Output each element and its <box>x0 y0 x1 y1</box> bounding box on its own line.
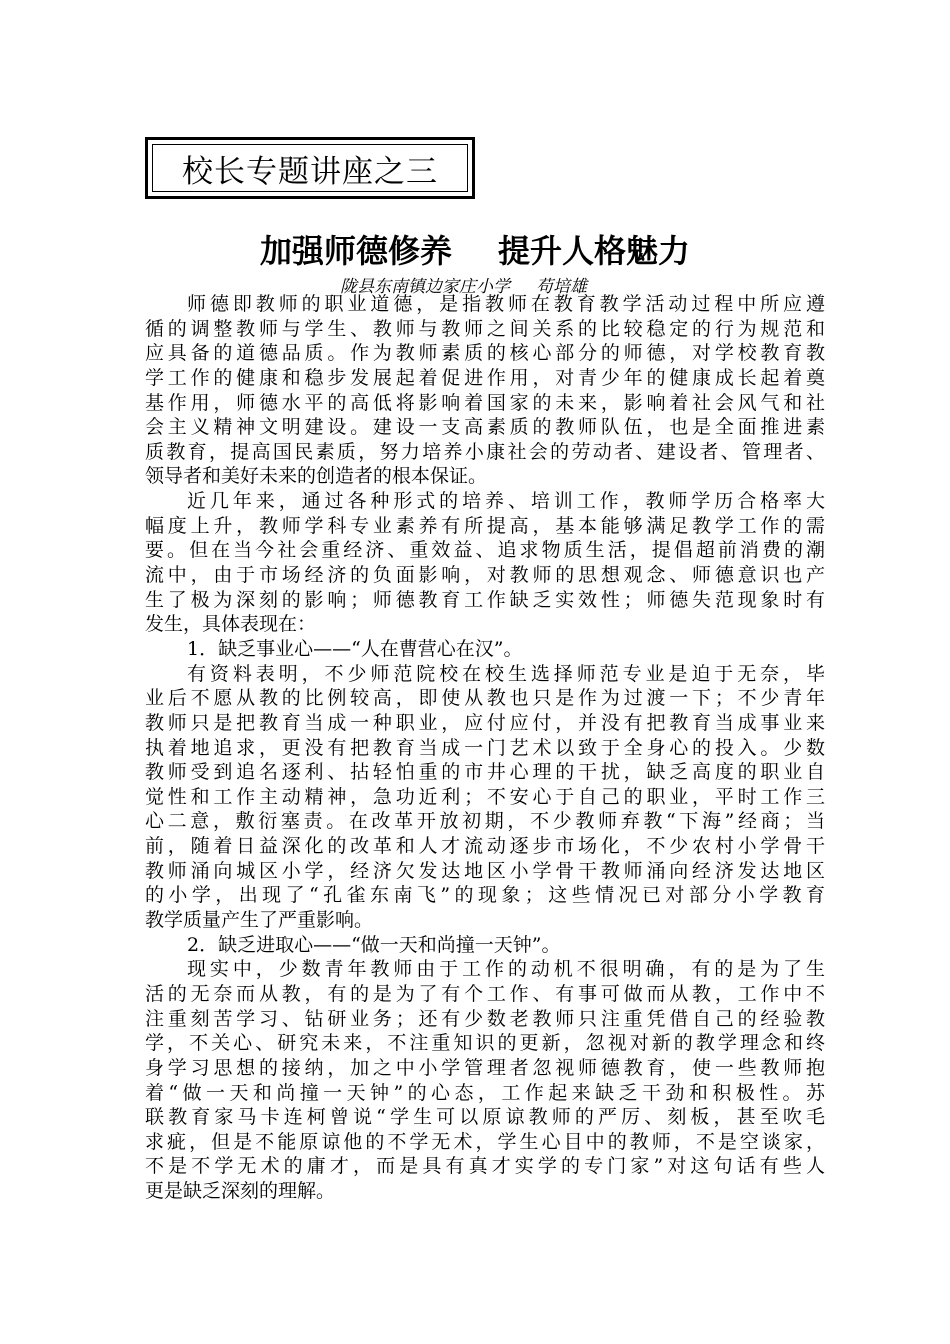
body-line: 的小学，出现了“孔雀东南飞”的现象；这些情况已对部分小学教育 <box>145 884 825 907</box>
body-line: 发生，具体表现在： <box>145 613 317 636</box>
body-line: 心二意，敷衍塞责。在改革开放初期，不少教师弃教“下海”经商；当 <box>145 810 825 833</box>
body-line: 更是缺乏深刻的理解。 <box>145 1180 336 1203</box>
section-heading: 2．缺乏进取心——“做一天和尚撞一天钟”。 <box>187 933 561 956</box>
body-line: 联教育家马卡连柯曾说“学生可以原谅教师的严厉、刻板，甚至吹毛 <box>145 1106 825 1129</box>
body-line: 循的调整教师与学生、教师与教师之间关系的比较稳定的行为规范和 <box>145 317 825 340</box>
body-line: 着“做一天和尚撞一天钟”的心态，工作起来缺乏干劲和积极性。苏 <box>145 1081 825 1104</box>
body-line: 学工作的健康和稳步发展起着促进作用，对青少年的健康成长起着奠 <box>145 366 825 389</box>
body-line: 领导者和美好未来的创造者的根本保证。 <box>145 465 488 488</box>
title-part-1: 加强师德修养 <box>260 232 453 270</box>
section-heading: 1．缺乏事业心——“人在曹营心在汉”。 <box>187 637 523 660</box>
body-line: 觉性和工作主动精神，急功近利；不安心于自己的职业，平时工作三 <box>145 785 825 808</box>
title-part-2: 提升人格魅力 <box>498 232 691 270</box>
body-line: 流中，由于市场经济的负面影响，对教师的思想观念、师德意识也产 <box>145 564 825 587</box>
series-label: 校长专题讲座之三 <box>152 144 468 192</box>
body-line: 基作用，师德水平的高低将影响着国家的未来，影响着社会风气和社 <box>145 391 825 414</box>
body-line: 注重刻苦学习、钻研业务；还有少数老教师只注重凭借自己的经验教 <box>145 1007 825 1030</box>
body-line: 生了极为深刻的影响；师德教育工作缺乏实效性；师德失范现象时有 <box>145 588 825 611</box>
body-line: 教师涌向城区小学，经济欠发达地区小学骨干教师涌向经济发达地区 <box>145 859 825 882</box>
article-title <box>260 226 780 272</box>
body-line: 身学习思想的接纳，加之中小学管理者忽视师德教育，使一些教师抱 <box>145 1056 825 1079</box>
body-line: 近几年来，通过各种形式的培养、培训工作，教师学历合格率大 <box>187 490 825 513</box>
body-line: 求疵，但是不能原谅他的不学无术，学生心目中的教师，不是空谈家， <box>145 1130 825 1153</box>
body-line: 质教育，提高国民素质，努力培养小康社会的劳动者、建设者、管理者、 <box>145 440 825 463</box>
body-line: 有资料表明，不少师范院校在校生选择师范专业是迫于无奈，毕 <box>187 662 825 685</box>
body-line: 要。但在当今社会重经济、重效益、追求物质生活，提倡超前消费的潮 <box>145 539 825 562</box>
byline-author: 苟培雄 <box>536 277 587 297</box>
body-line: 应具备的道德品质。作为教师素质的核心部分的师德，对学校教育教 <box>145 342 825 365</box>
body-line: 执着地追求，更没有把教育当成一门艺术以致于全身心的投入。少数 <box>145 736 825 759</box>
body-line: 幅度上升，教师学科专业素养有所提高，基本能够满足教学工作的需 <box>145 514 825 537</box>
body-line: 教师只是把教育当成一种职业，应付应付，并没有把教育当成事业来 <box>145 711 825 734</box>
body-line: 会主义精神文明建设。建设一支高素质的教师队伍，也是全面推进素 <box>145 416 825 439</box>
body-line: 师德即教师的职业道德，是指教师在教育教学活动过程中所应遵 <box>187 293 825 315</box>
body-line: 现实中，少数青年教师由于工作的动机不很明确，有的是为了生 <box>187 958 825 981</box>
body-line: 教师受到追名逐利、拈轻怕重的市井心理的干扰，缺乏高度的职业自 <box>145 761 825 784</box>
body-line: 教学质量产生了严重影响。 <box>145 909 374 932</box>
body-line: 不是不学无术的庸才，而是具有真才实学的专门家”对这句话有些人 <box>145 1155 825 1178</box>
body-line: 学，不关心、研究未来，不注重知识的更新，忽视对新的教学理念和终 <box>145 1032 825 1055</box>
series-label-box <box>145 137 475 199</box>
byline-school: 陇县东南镇边家庄小学 <box>340 277 510 297</box>
body-line: 活的无奈而从教，有的是为了有个工作、有事可做而从教，工作中不 <box>145 982 825 1005</box>
article-body <box>145 292 825 1204</box>
body-line: 前，随着日益深化的改革和人才流动逐步市场化，不少农村小学骨干 <box>145 835 825 858</box>
body-line: 业后不愿从教的比例较高，即使从教也只是作为过渡一下；不少青年 <box>145 687 825 710</box>
